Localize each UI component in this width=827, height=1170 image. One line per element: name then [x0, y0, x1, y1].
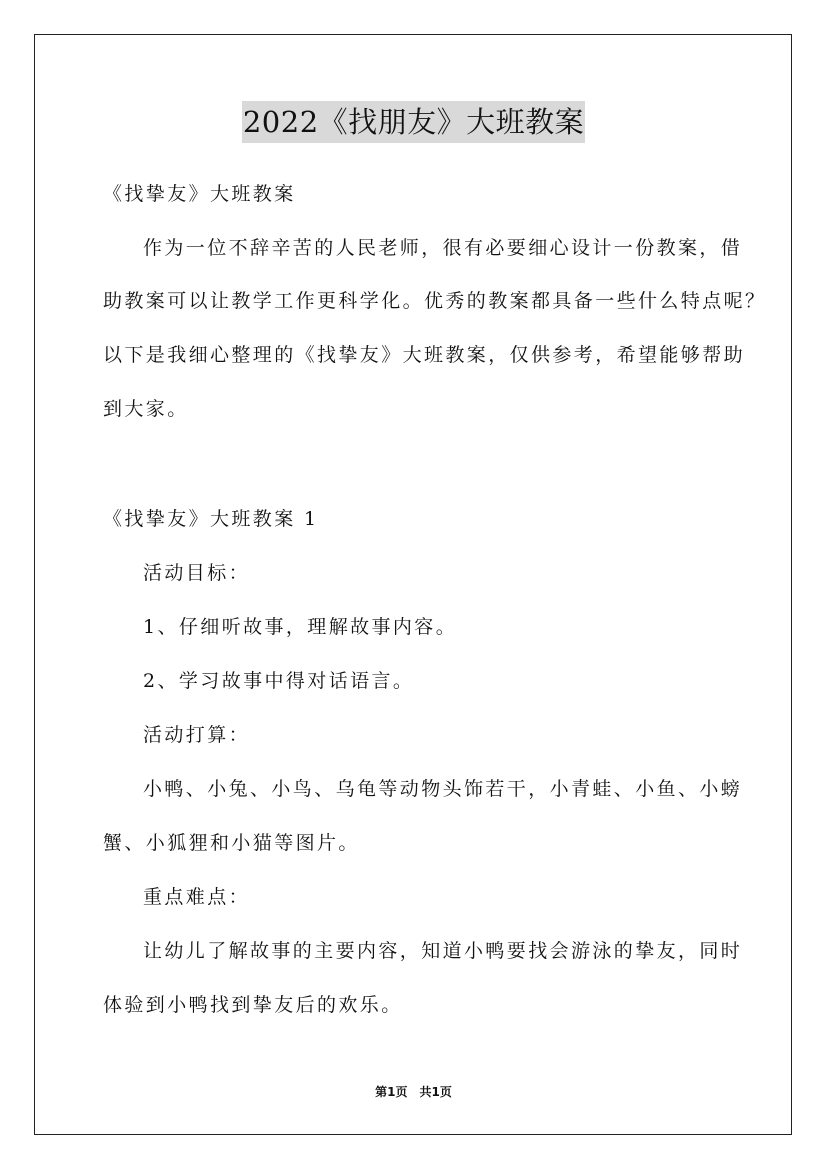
prep-line-1: 小鸭、小兔、小鸟、乌龟等动物头饰若干，小青蛙、小鱼、小螃: [143, 778, 743, 800]
key-line-2: 体验到小鸭找到挚友后的欢乐。: [103, 994, 403, 1016]
goal-item-1: 1、仔细听故事，理解故事内容。: [143, 616, 458, 638]
intro-line-3: 以下是我细心整理的《找挚友》大班教案，仅供参考，希望能够帮助: [103, 344, 746, 366]
section-title: 《找挚友》大班教案 1: [103, 508, 319, 530]
key-heading: 重点难点：: [143, 886, 251, 908]
document-title: 2022《找朋友》大班教案: [242, 101, 585, 143]
intro-line-4: 到大家。: [103, 398, 189, 420]
key-line-1: 让幼儿了解故事的主要内容，知道小鸭要找会游泳的挚友，同时: [143, 940, 743, 962]
page-footer: 第1页 共1页: [375, 1085, 452, 1099]
prep-heading: 活动打算：: [143, 724, 251, 746]
goal-item-2: 2、学习故事中得对话语言。: [143, 670, 415, 692]
title-wrap: [0, 101, 827, 143]
prep-line-2: 蟹、小狐狸和小猫等图片。: [103, 832, 360, 854]
intro-line-2: 助教案可以让教学工作更科学化。优秀的教案都具备一些什么特点呢？: [103, 290, 767, 312]
intro-line-1: 作为一位不辞辛苦的人民老师，很有必要细心设计一份教案，借: [143, 237, 743, 259]
document-subtitle: 《找挚友》大班教案: [103, 183, 296, 205]
goals-heading: 活动目标：: [143, 562, 251, 584]
